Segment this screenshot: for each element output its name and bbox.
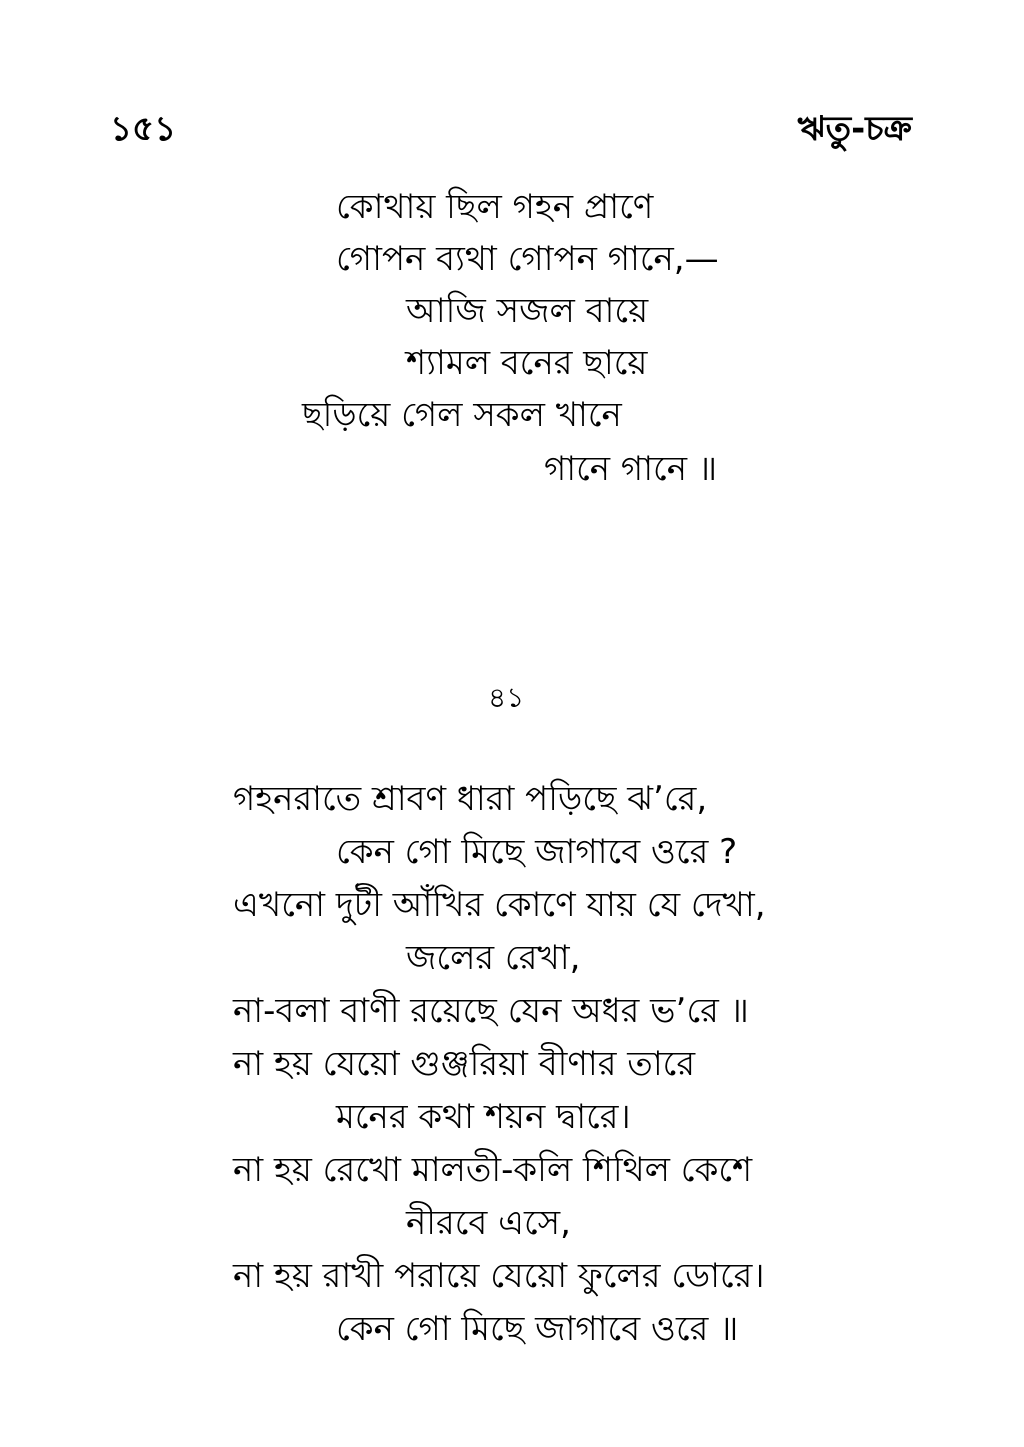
stanza-line: গানে গানে ॥ bbox=[544, 449, 718, 489]
song-line: মনের কথা শয়ন দ্বারে। bbox=[336, 1097, 631, 1137]
song-line: কেন গো মিছে জাগাবে ওরে ॥ bbox=[336, 1309, 739, 1349]
running-header-title: ঋতু-চক্র bbox=[797, 109, 912, 149]
song-line: না হয় রেখো মালতী-কলি শিথিল কেশে bbox=[233, 1150, 753, 1190]
stanza-line: শ্যামল বনের ছায়ে bbox=[406, 343, 648, 383]
song-line: নীরবে এসে, bbox=[406, 1203, 571, 1243]
song-line: কেন গো মিছে জাগাবে ওরে ? bbox=[336, 832, 738, 872]
song-line: না হয় যেয়ো গুঞ্জরিয়া বীণার তারে bbox=[233, 1044, 696, 1084]
stanza-line: কোথায় ছিল গহন প্রাণে bbox=[336, 187, 654, 227]
song-line: না হয় রাখী পরায়ে যেয়ো ফুলের ডোরে। bbox=[233, 1256, 765, 1296]
stanza-line: আজি সজল বায়ে bbox=[406, 291, 649, 331]
song-line: গহনরাতে শ্রাবণ ধারা পড়িছে ঝ’রে, bbox=[233, 779, 708, 819]
stanza-line: গোপন ব্যথা গোপন গানে,— bbox=[336, 239, 719, 279]
song-line: এখনো দুটী আঁখির কোণে যায় যে দেখা, bbox=[233, 885, 766, 925]
song-number: ৪১ bbox=[488, 681, 525, 714]
song-line: না-বলা বাণী রয়েছে যেন অধর ভ’রে ॥ bbox=[233, 991, 749, 1031]
song-line: জলের রেখা, bbox=[406, 938, 581, 978]
stanza-line: ছড়িয়ে গেল সকল খানে bbox=[302, 395, 622, 435]
page-number: ১৫১ bbox=[110, 109, 177, 149]
